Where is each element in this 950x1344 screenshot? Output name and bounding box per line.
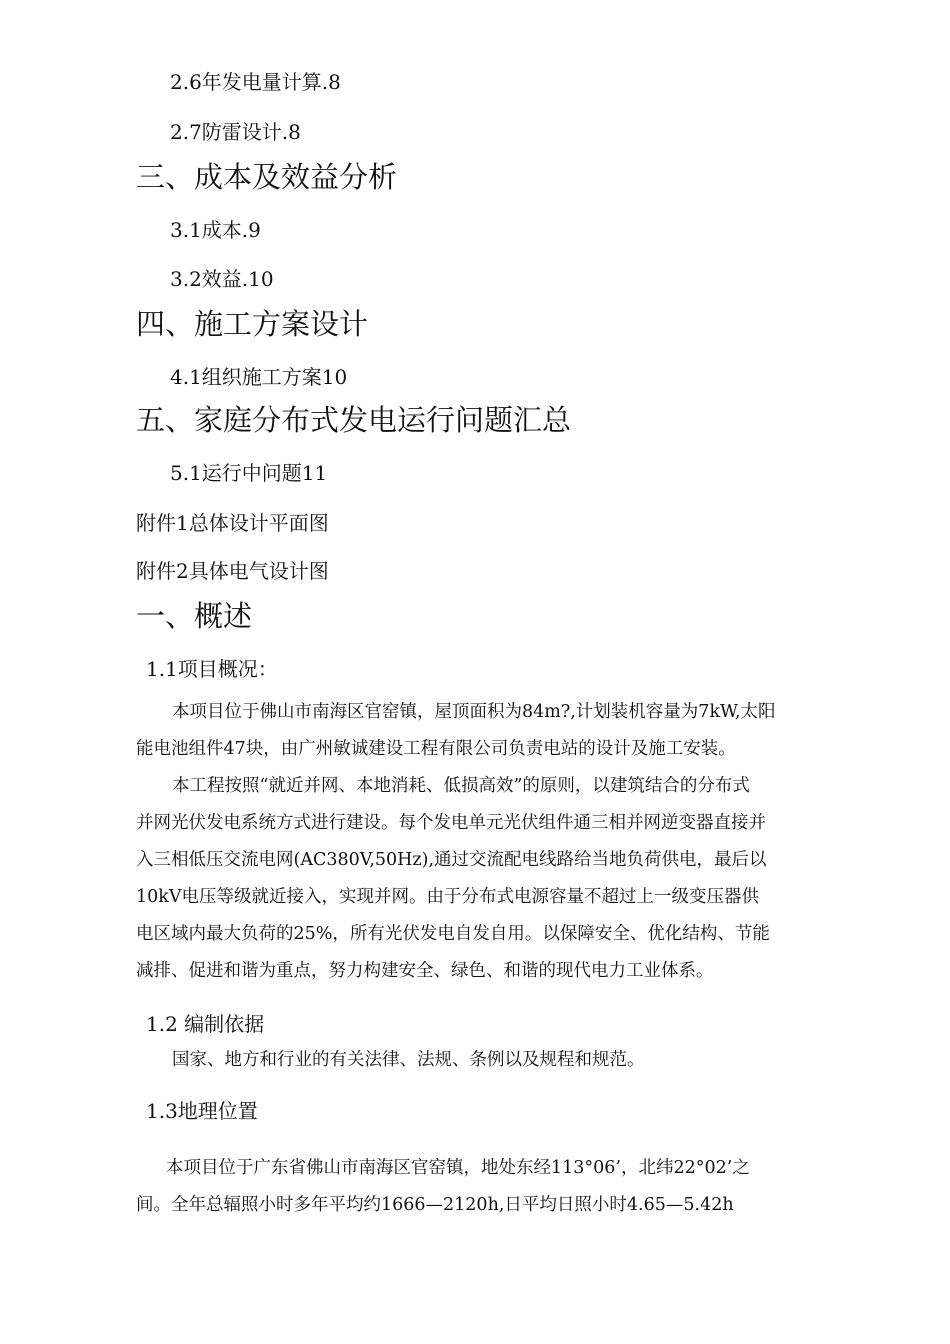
toc-attachment-1[interactable]: 附件1总体设计平面图 bbox=[136, 511, 329, 535]
paragraph-line: 入三相低压交流电网(AC380V,50Hz),通过交流配电线路给当地负荷供电，最后以 bbox=[136, 850, 767, 870]
subsection-title-1-2: 1.2 编制依据 bbox=[146, 1012, 265, 1036]
paragraph-line: 减排、促进和谐为重点，努力构建安全、绿色、和谐的现代电力工业体系。 bbox=[136, 961, 714, 981]
paragraph-line: 电区域内最大负荷的25%，所有光伏发电自发自用。以保障安全、优化结构、节能 bbox=[136, 924, 770, 944]
toc-item-5-1[interactable]: 5.1运行中问题11 bbox=[170, 461, 328, 485]
toc-item-3-2[interactable]: 3.2效益.10 bbox=[170, 267, 274, 291]
paragraph-line: 并网光伏发电系统方式进行建设。每个发电单元光伏组件通三相并网逆变器直接并 bbox=[136, 813, 766, 833]
toc-section-4[interactable]: 四、施工方案设计 bbox=[136, 307, 369, 341]
paragraph-line: 本项目位于广东省佛山市南海区官窑镇，地处东经113°06’，北纬22°02’之 bbox=[166, 1158, 750, 1178]
toc-section-5[interactable]: 五、家庭分布式发电运行问题汇总 bbox=[136, 403, 572, 437]
paragraph-line: 本项目位于佛山市南海区官窑镇，屋顶面积为84m?,计划装机容量为7kW,太阳 bbox=[172, 702, 776, 722]
paragraph-line: 能电池组件47块，由广州敏诚建设工程有限公司负责电站的设计及施工安装。 bbox=[136, 739, 736, 759]
subsection-title-1-1: 1.1项目概况： bbox=[146, 657, 278, 681]
toc-item-4-1[interactable]: 4.1组织施工方案10 bbox=[170, 365, 348, 389]
paragraph-line: 间。全年总辐照小时多年平均约1666—2120h,日平均日照小时4.65—5.42h bbox=[136, 1195, 734, 1215]
paragraph-line: 国家、地方和行业的有关法律、法规、条例以及规程和规范。 bbox=[172, 1050, 645, 1070]
toc-item-2-7[interactable]: 2.7防雷设计.8 bbox=[170, 120, 301, 144]
toc-section-3[interactable]: 三、成本及效益分析 bbox=[136, 160, 398, 194]
toc-attachment-2[interactable]: 附件2具体电气设计图 bbox=[136, 559, 329, 583]
paragraph-line: 本工程按照“就近并网、本地消耗、低损高效”的原则，以建筑结合的分布式 bbox=[172, 776, 750, 796]
toc-item-3-1[interactable]: 3.1成本.9 bbox=[170, 218, 261, 242]
toc-item-2-6[interactable]: 2.6年发电量计算.8 bbox=[170, 70, 341, 94]
subsection-title-1-3: 1.3地理位置 bbox=[146, 1099, 258, 1123]
paragraph-line: 10kV电压等级就近接入，实现并网。由于分布式电源容量不超过上一级变压器供 bbox=[136, 887, 760, 907]
section-heading-overview: 一、概述 bbox=[136, 599, 253, 633]
